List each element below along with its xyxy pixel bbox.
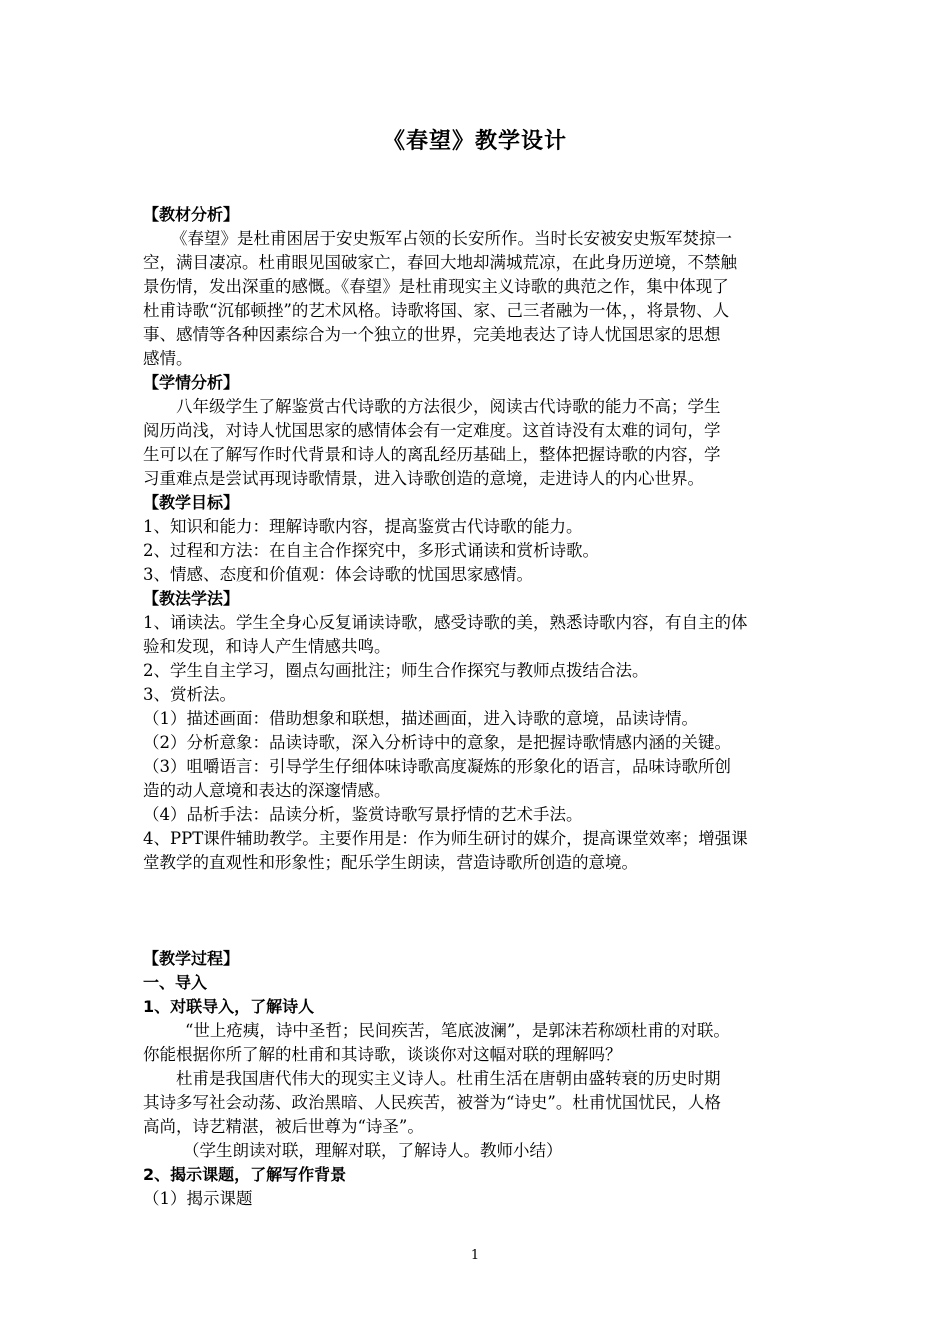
spacer: [143, 923, 813, 947]
section-heading-process: 【教学过程】: [143, 949, 240, 968]
list-item: （3）咀嚼语言：引导学生仔细体味诗歌高度凝炼的形象化的语言，品味诗歌所创: [143, 757, 731, 776]
paragraph-line: 生可以在了解写作时代背景和诗人的离乱经历基础上，整体把握诗歌的内容，学: [143, 445, 721, 464]
document-title: 《春望》教学设计: [382, 129, 567, 154]
list-item: 验和发现，和诗人产生情感共鸣。: [143, 637, 391, 656]
paragraph-line: （学生朗读对联，理解对联，了解诗人。教师小结）: [183, 1141, 563, 1160]
paragraph-line: 事、感情等各种因素综合为一个独立的世界，完美地表达了诗人忧国思家的思想: [143, 325, 721, 344]
paragraph-line: 其诗多写社会动荡、政治黑暗、人民疾苦，被誉为“诗史”。杜甫忧国忧民，人格: [143, 1093, 721, 1112]
paragraph-line: 杜甫是我国唐代伟大的现实主义诗人。杜甫生活在唐朝由盛转衰的历史时期: [176, 1069, 721, 1088]
list-item: （1）揭示课题: [143, 1189, 253, 1208]
list-item: 造的动人意境和表达的深邃情感。: [143, 781, 391, 800]
list-item: （4）品析手法：品读分析，鉴赏诗歌写景抒情的艺术手法。: [143, 805, 583, 824]
paragraph-line: 感情。: [143, 349, 193, 368]
list-item: 3、赏析法。: [143, 685, 236, 704]
list-item: 1、诵读法。学生全身心反复诵读诗歌，感受诗歌的美，熟悉诗歌内容，有自主的体: [143, 613, 748, 632]
paragraph-line: 杜甫诗歌“沉郁顿挫”的艺术风格。诗歌将国、家、己三者融为一体，，将景物、人: [143, 301, 730, 320]
paragraph-line: 阅历尚浅，对诗人忧国思家的感情体会有一定难度。这首诗没有太难的词句，学: [143, 421, 721, 440]
list-item: 2、学生自主学习，圈点勾画批注；师生合作探究与教师点拨结合法。: [143, 661, 649, 680]
list-item: （1）描述画面：借助想象和联想，描述画面，进入诗歌的意境，品读诗情。: [143, 709, 698, 728]
paragraph-line: 《春望》是杜甫困居于安史叛军占领的长安所作。当时长安被安史叛军焚掠一: [171, 229, 732, 248]
list-item: 4、PPT课件辅助教学。主要作用是：作为师生研讨的媒介，提高课堂效率；增强课: [143, 829, 748, 848]
section-heading-goals: 【教学目标】: [143, 493, 240, 512]
document-body: [143, 203, 813, 1211]
paragraph-line: “世上疮痍，诗中圣哲；民间疾苦，笔底波澜”，是郭沫若称颂杜甫的对联。: [185, 1021, 730, 1040]
section-heading-materials: 【教材分析】: [143, 205, 240, 224]
page-number: 1: [470, 1248, 480, 1263]
list-item: 3、情感、态度和价值观：体会诗歌的忧国思家感情。: [143, 565, 533, 584]
paragraph-line: 高尚，诗艺精湛，被后世尊为“诗圣”。: [143, 1117, 424, 1136]
spacer: [143, 875, 813, 923]
paragraph-line: 习重难点是尝试再现诗歌情景，进入诗歌创造的意境，走进诗人的内心世界。: [143, 469, 704, 488]
subheading: 2、揭示课题，了解写作背景: [143, 1165, 347, 1184]
paragraph-line: 你能根据你所了解的杜甫和其诗歌，谈谈你对这幅对联的理解吗？: [143, 1045, 622, 1064]
section-heading-students: 【学情分析】: [143, 373, 240, 392]
section-heading-methods: 【教法学法】: [143, 589, 240, 608]
paragraph-line: 空，满目凄凉。杜甫眼见国破家亡，春回大地却满城荒凉，在此身历逆境，不禁触: [143, 253, 737, 272]
list-item: （2）分析意象：品读诗歌，深入分析诗中的意象，是把握诗歌情感内涵的关键。: [143, 733, 731, 752]
list-item: 1、知识和能力：理解诗歌内容，提高鉴赏古代诗歌的能力。: [143, 517, 583, 536]
list-item: 堂教学的直观性和形象性；配乐学生朗读，营造诗歌所创造的意境。: [143, 853, 638, 872]
paragraph-line: 景伤情，发出深重的感慨。《春望》是杜甫现实主义诗歌的典范之作，集中体现了: [143, 277, 729, 296]
list-item: 2、过程和方法：在自主合作探究中，多形式诵读和赏析诗歌。: [143, 541, 599, 560]
paragraph-line: 八年级学生了解鉴赏古代诗歌的方法很少，阅读古代诗歌的能力不高；学生: [176, 397, 721, 416]
subheading: 1、对联导入，了解诗人: [143, 997, 315, 1016]
subheading: 一、导入: [143, 973, 208, 992]
